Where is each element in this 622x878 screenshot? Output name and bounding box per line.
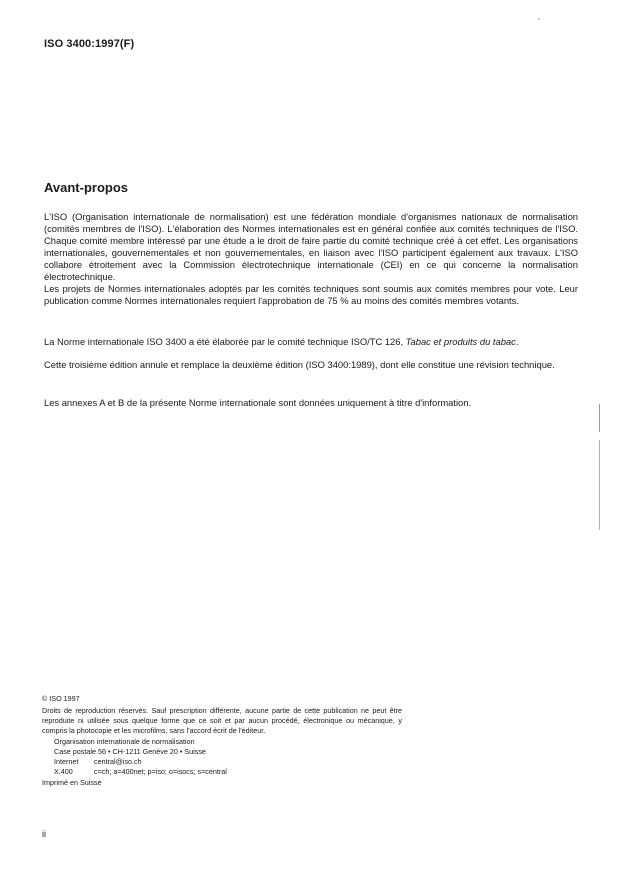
standard-id-header: ISO 3400:1997(F) (44, 38, 135, 50)
postal-address: Case postale 56 • CH-1211 Genève 20 • Suisse (54, 747, 206, 756)
internet-row (54, 757, 402, 767)
x400-value: c=ch; a=400net; p=iso; o=isocs; s=central (94, 767, 227, 776)
tc-committee-name: Tabac et produits du tabac (405, 336, 516, 347)
foreword-title: Avant-propos (44, 180, 129, 195)
margin-scan-line (599, 404, 600, 432)
tc-sentence-suffix: . (515, 336, 519, 347)
internet-label: Internet (54, 757, 79, 766)
page-number: ii (42, 829, 46, 839)
x400-label: X.400 (54, 767, 73, 776)
org-name: Organisation internationale de normalisation (54, 737, 195, 746)
margin-scan-line (599, 440, 600, 530)
rights-notice: Droits de reproduction réservés. Sauf prescription différente, aucune partie de cette publication ne peut être reproduite ni utilisée sous quelque forme que ce soit et par aucun procédé, électronique ou mécanique, y compris la photocopie et les microfilms, sans l'accord écrit de l'éditeur. (42, 706, 402, 735)
tc-sentence-prefix: La Norme internationale ISO 3400 a été élaborée par le comité technique ISO/TC 126, (44, 336, 406, 347)
copyright-footer (42, 694, 402, 788)
foreword-paragraph-annexes: Les annexes A et B de la présente Norme internationale sont données uniquement à titre d'information. (44, 397, 472, 408)
printed-in: Imprimé en Suisse (42, 778, 102, 787)
copyright-line: © ISO 1997 (42, 694, 80, 703)
scan-speck (538, 18, 540, 20)
foreword-paragraph-1: L'ISO (Organisation internationale de normalisation) est une fédération mondiale d'organismes nationaux de normalisation (comités membres de l'ISO). L'élaboration des Normes internationales est en général confiée aux comités techniques de l'ISO. Chaque comité membre intéressé par une étude a le droit de faire partie du comité technique créé à cet effet. Les organisations internationales, gouvernementales et non gouvernementales, en liaison avec l'ISO participent également aux travaux. L'ISO collabore étroitement avec la Commission électrotechnique internationale (CEI) en ce qui concerne la normalisation électrotechnique. Les projets de Normes internationales adoptés par les comités techniques sont soumis aux comités membres pour vote. Leur publication comme Normes internationales requiert l'approbation de 75 % au moins des comités membres votants. (44, 211, 578, 306)
foreword-tc-sentence (44, 336, 578, 348)
foreword-paragraph-edition: Cette troisième édition annule et remplace la deuxième édition (ISO 3400:1989), dont elle constitue une révision technique. (44, 359, 555, 370)
internet-value: central@iso.ch (94, 757, 142, 766)
x400-row (54, 767, 402, 777)
publisher-address (42, 737, 402, 777)
